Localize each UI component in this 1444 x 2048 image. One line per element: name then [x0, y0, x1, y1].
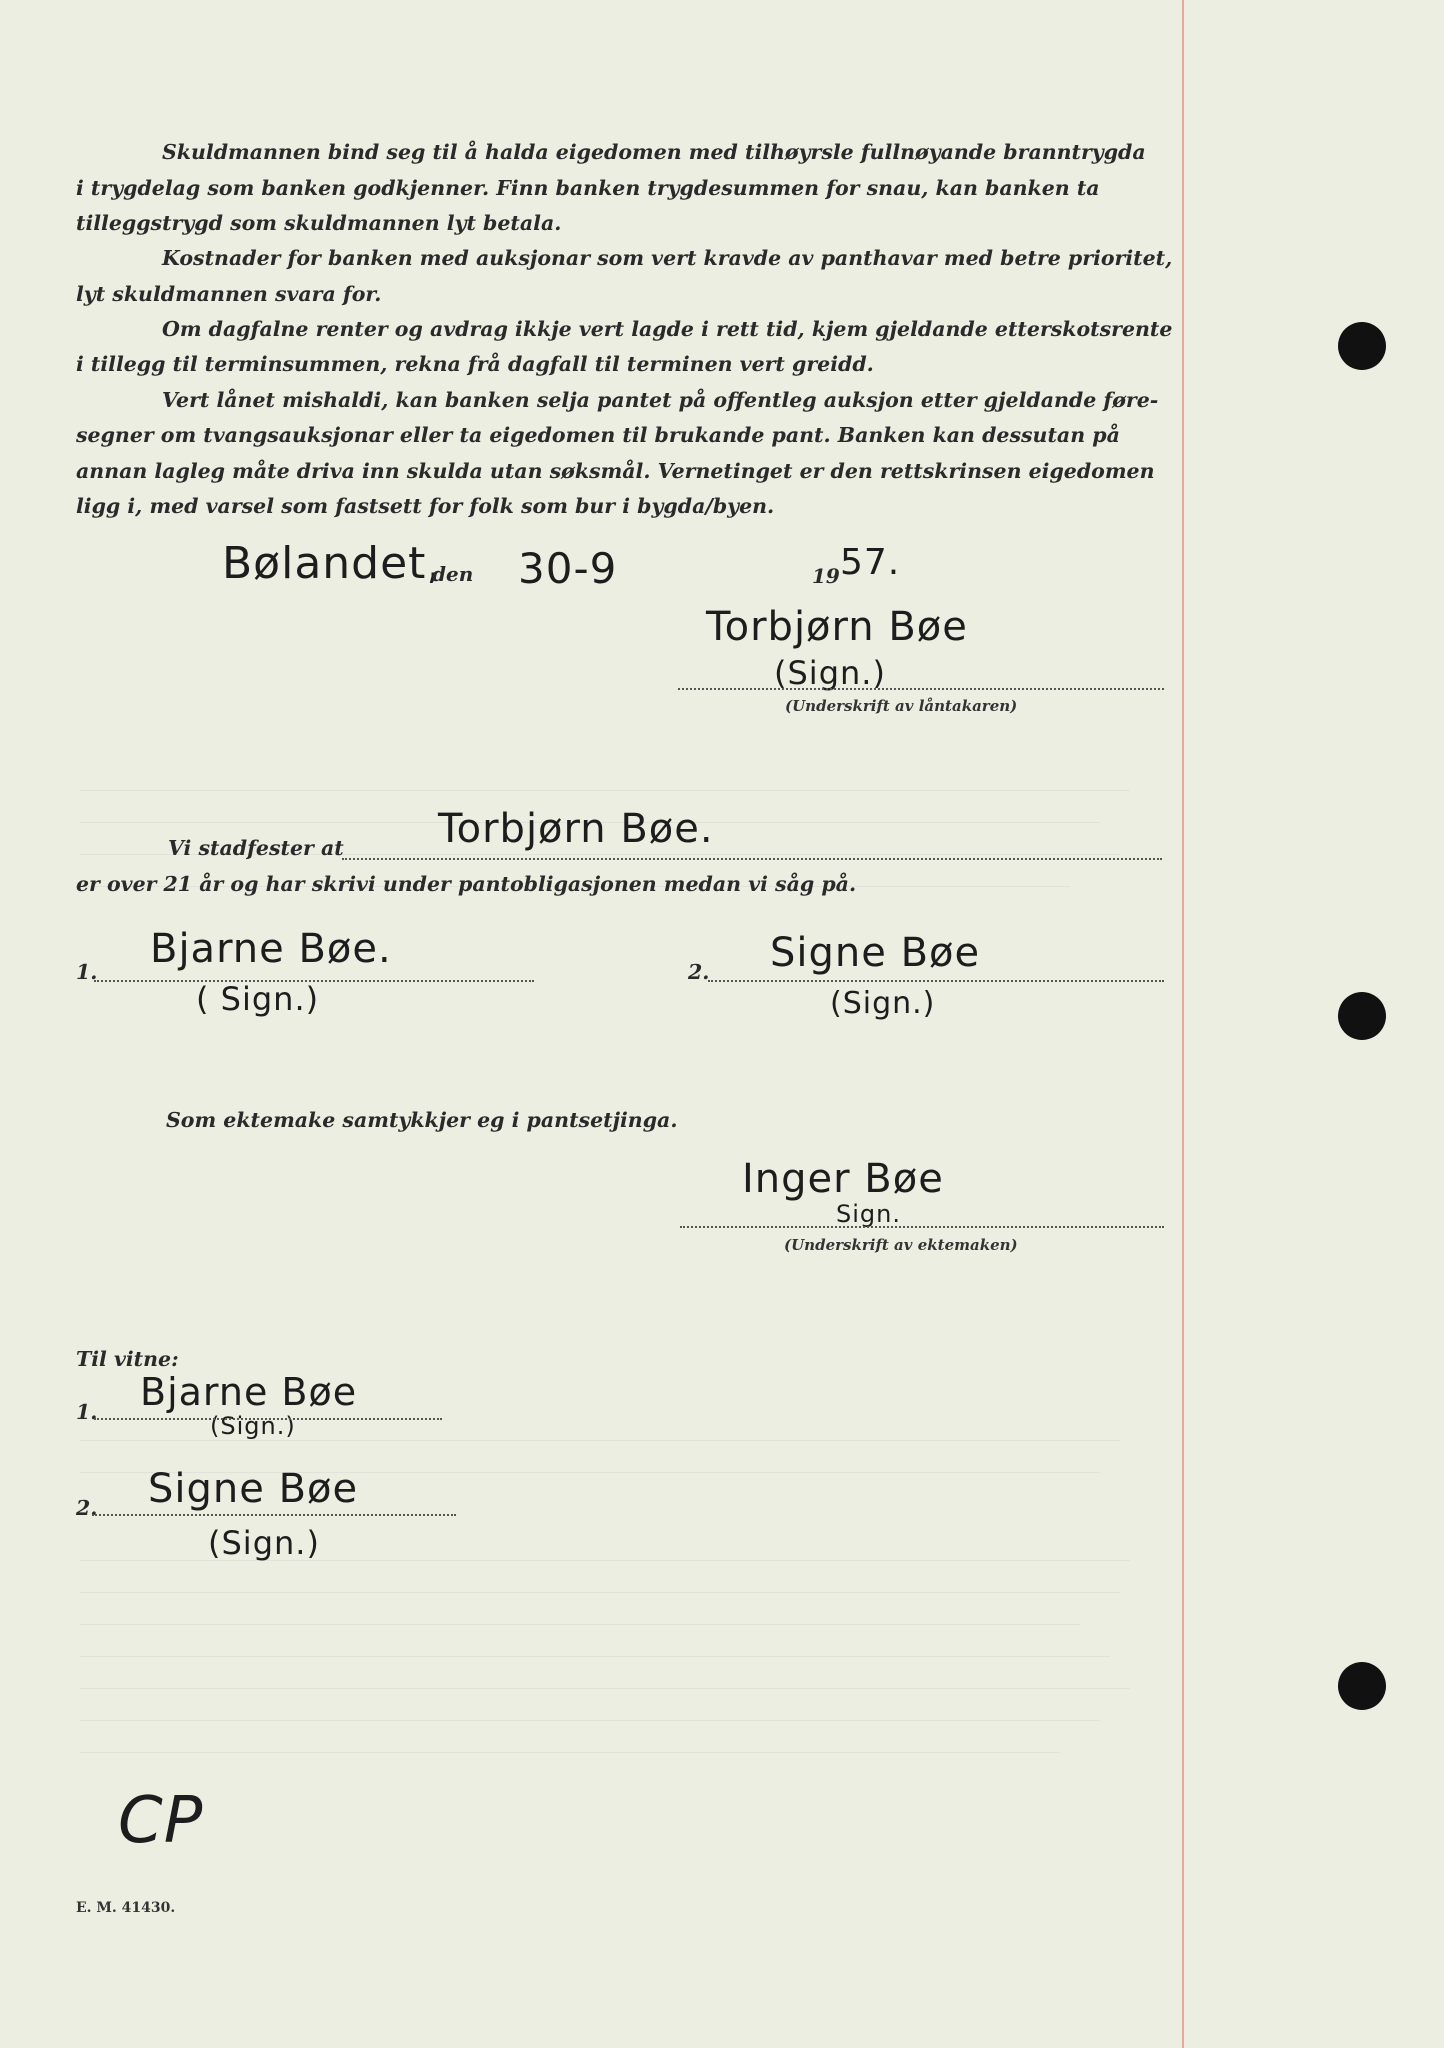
borrower-caption: (Underskrift av låntakaren): [785, 697, 1018, 715]
para-3-line-2: i tillegg til terminsummen, rekna frå dagfall til terminen vert greidd.: [76, 352, 874, 376]
den-label: den: [432, 562, 474, 586]
borrower-signature-line: [678, 688, 1164, 690]
punch-hole: [1338, 322, 1386, 370]
spouse-signature-line: [680, 1226, 1164, 1228]
witness-bottom-1-signature: Bjarne Bøe: [140, 1370, 358, 1414]
initials-handwritten: CP: [118, 1784, 204, 1858]
para-2-line-1: Kostnader for banken med auksjonar som vert kravde av panthavar med betre prioritet,: [162, 246, 1173, 270]
witness-top-2-number: 2.: [688, 960, 710, 984]
punch-hole: [1338, 992, 1386, 1040]
witness-bottom-1-number: 1.: [76, 1400, 98, 1424]
date-handwritten: 30-9: [518, 544, 618, 593]
spouse-sign-note: Sign.: [836, 1200, 901, 1228]
margin-rule: [1182, 0, 1184, 2048]
punch-hole: [1338, 1662, 1386, 1710]
witness-top-2-signature: Signe Bøe: [770, 930, 981, 976]
year-prefix: 19: [812, 564, 840, 588]
witness-bottom-2-number: 2.: [76, 1496, 98, 1520]
para-1-line-1: Skuldmannen bind seg til å halda eigedomen med tilhøyrsle fullnøyande branntrygda: [162, 140, 1146, 164]
spouse-caption: (Underskrift av ektemaken): [784, 1236, 1018, 1254]
witness-bottom-1-sign-note: (Sign.): [210, 1412, 296, 1440]
para-4-line-3: annan lagleg måte driva inn skulda utan søksmål. Vernetinget er den rettskrinsen eigedomen: [76, 459, 1155, 483]
witness-bottom-2-line: [92, 1514, 456, 1516]
para-1-line-3: tilleggstrygd som skuldmannen lyt betala.: [76, 211, 562, 235]
witness-top-1-sign-note: ( Sign.): [196, 980, 320, 1018]
confirm-name-line: [342, 858, 1162, 860]
para-4-line-1: Vert lånet mishaldi, kan banken selja pantet på offentleg auksjon etter gjeldande føre-: [162, 388, 1159, 412]
witness-top-1-number: 1.: [76, 960, 98, 984]
year-suffix-handwritten: 57.: [840, 542, 901, 583]
spouse-statement: Som ektemake samtykkjer eg i pantsetjinga.: [166, 1108, 678, 1132]
confirm-name-handwritten: Torbjørn Bøe.: [438, 806, 714, 852]
borrower-sign-note: (Sign.): [774, 654, 886, 692]
witness-bottom-2-signature: Signe Bøe: [148, 1466, 359, 1512]
confirm-statement: er over 21 år og har skrivi under pantobligasjonen medan vi såg på.: [76, 872, 857, 896]
witness-bottom-2-sign-note: (Sign.): [208, 1524, 320, 1562]
borrower-signature: Torbjørn Bøe: [706, 604, 968, 650]
para-3-line-1: Om dagfalne renter og avdrag ikkje vert lagde i rett tid, kjem gjeldande etterskotsrente: [162, 317, 1173, 341]
witness-bottom-1-line: [94, 1418, 442, 1420]
place-handwritten: Bølandet,: [222, 538, 442, 589]
spouse-signature: Inger Bøe: [742, 1156, 944, 1202]
para-4-line-2: segner om tvangsauksjonar eller ta eigedomen til brukande pant. Banken kan dessutan på: [76, 423, 1120, 447]
para-4-line-4: ligg i, med varsel som fastsett for folk som bur i bygda/byen.: [76, 494, 775, 518]
witness-label: Til vitne:: [76, 1347, 179, 1371]
witness-top-2-sign-note: (Sign.): [830, 986, 936, 1021]
witness-top-1-signature: Bjarne Bøe.: [150, 926, 392, 972]
para-2-line-2: lyt skuldmannen svara for.: [76, 282, 382, 306]
confirm-label: Vi stadfester at: [168, 836, 344, 860]
para-1-line-2: i trygdelag som banken godkjenner. Finn banken trygdesummen for snau, kan banken ta: [76, 176, 1100, 200]
witness-top-2-line: [708, 980, 1164, 982]
witness-top-1-line: [94, 980, 534, 982]
form-code: E. M. 41430.: [76, 1900, 176, 1916]
